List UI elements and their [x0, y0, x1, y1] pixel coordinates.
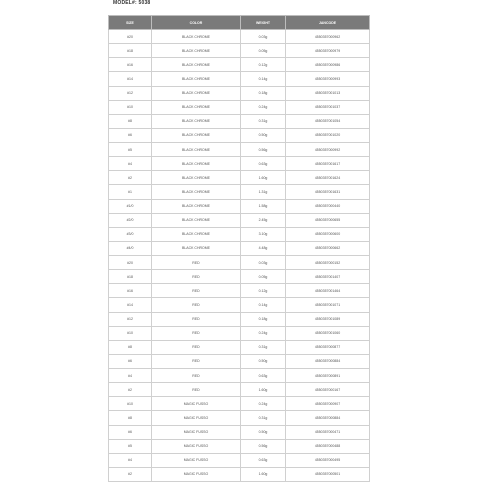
cell-color: RED: [152, 256, 241, 270]
cell-weight: 3.10g: [241, 227, 286, 241]
cell-color: RED: [152, 383, 241, 397]
table-row: [109, 298, 370, 312]
cell-weight: 0.31g: [241, 340, 286, 354]
cell-color: RED: [152, 270, 241, 284]
cell-weight: 0.50g: [241, 425, 286, 439]
table-row: [109, 185, 370, 199]
cell-weight: 0.12g: [241, 58, 286, 72]
cell-color: MAGIC FUSSO: [152, 397, 241, 411]
cell-size: #2/0: [109, 213, 152, 227]
cell-color: BLACK CHROME: [152, 157, 241, 171]
cell-color: MAGIC FUSSO: [152, 425, 241, 439]
spec-table: [108, 15, 370, 482]
cell-color: BLACK CHROME: [152, 114, 241, 128]
cell-weight: 2.45g: [241, 213, 286, 227]
header-jancode: JANCODE: [286, 16, 370, 30]
cell-jancode: 4550357001071: [286, 298, 370, 312]
table-row: [109, 213, 370, 227]
cell-size: #2: [109, 171, 152, 185]
cell-color: RED: [152, 312, 241, 326]
cell-size: #5: [109, 439, 152, 453]
cell-color: BLACK CHROME: [152, 185, 241, 199]
cell-size: #2: [109, 467, 152, 481]
cell-size: #20: [109, 256, 152, 270]
table-row: [109, 86, 370, 100]
cell-size: #1: [109, 185, 152, 199]
cell-size: #8: [109, 114, 152, 128]
cell-weight: 0.18g: [241, 86, 286, 100]
cell-size: #10: [109, 100, 152, 114]
cell-jancode: 4550357000877: [286, 340, 370, 354]
cell-color: BLACK CHROME: [152, 72, 241, 86]
cell-color: BLACK CHROME: [152, 227, 241, 241]
cell-jancode: 4550357000993: [286, 72, 370, 86]
cell-size: #10: [109, 326, 152, 340]
cell-weight: 0.63g: [241, 453, 286, 467]
cell-jancode: 4550357000655: [286, 213, 370, 227]
cell-weight: 0.24g: [241, 397, 286, 411]
cell-size: #4: [109, 157, 152, 171]
cell-size: #8: [109, 411, 152, 425]
cell-size: #8: [109, 340, 152, 354]
cell-size: #10: [109, 397, 152, 411]
cell-size: #4: [109, 453, 152, 467]
table-row: [109, 58, 370, 72]
cell-jancode: 4550357000495: [286, 453, 370, 467]
cell-size: #14: [109, 298, 152, 312]
cell-color: RED: [152, 369, 241, 383]
cell-size: #6: [109, 425, 152, 439]
cell-jancode: 4550357000488: [286, 439, 370, 453]
table-row: [109, 227, 370, 241]
cell-weight: 0.14g: [241, 72, 286, 86]
cell-color: BLACK CHROME: [152, 241, 241, 255]
cell-size: #4/0: [109, 241, 152, 255]
cell-size: #18: [109, 270, 152, 284]
cell-size: #16: [109, 284, 152, 298]
cell-jancode: 4550357000962: [286, 30, 370, 44]
cell-jancode: 4550357001617: [286, 157, 370, 171]
table-row: [109, 44, 370, 58]
table-row: [109, 453, 370, 467]
table-row: [109, 199, 370, 213]
cell-jancode: 4550357000884: [286, 354, 370, 368]
cell-jancode: 4550357001020: [286, 128, 370, 142]
cell-jancode: 4550357001013: [286, 86, 370, 100]
table-row: [109, 326, 370, 340]
cell-color: BLACK CHROME: [152, 128, 241, 142]
cell-weight: 0.63g: [241, 157, 286, 171]
cell-weight: 0.56g: [241, 439, 286, 453]
cell-size: #20: [109, 30, 152, 44]
cell-color: RED: [152, 284, 241, 298]
cell-weight: 0.56g: [241, 143, 286, 157]
cell-jancode: 4550357000884: [286, 411, 370, 425]
cell-weight: 1.58g: [241, 199, 286, 213]
table-row: [109, 171, 370, 185]
cell-jancode: 4550357001089: [286, 312, 370, 326]
cell-size: #6: [109, 128, 152, 142]
cell-color: BLACK CHROME: [152, 30, 241, 44]
model-number-label: MODEL#: 5038: [113, 0, 151, 6]
table-row: [109, 143, 370, 157]
cell-weight: 0.05g: [241, 44, 286, 58]
cell-weight: 1.60g: [241, 467, 286, 481]
cell-size: #12: [109, 86, 152, 100]
cell-jancode: 4550357000992: [286, 143, 370, 157]
cell-size: #2: [109, 383, 152, 397]
cell-weight: 0.05g: [241, 270, 286, 284]
cell-jancode: 4550357000600: [286, 227, 370, 241]
table-row: [109, 369, 370, 383]
table-row: [109, 114, 370, 128]
cell-jancode: 4550357001054: [286, 114, 370, 128]
cell-color: MAGIC FUSSO: [152, 411, 241, 425]
cell-color: RED: [152, 354, 241, 368]
table-row: [109, 100, 370, 114]
header-weight: WEIGHT: [241, 16, 286, 30]
cell-weight: 1.31g: [241, 185, 286, 199]
cell-size: #4: [109, 369, 152, 383]
cell-jancode: 4550357001464: [286, 284, 370, 298]
cell-jancode: 4550357001037: [286, 100, 370, 114]
cell-color: RED: [152, 326, 241, 340]
cell-jancode: 4550357001407: [286, 270, 370, 284]
header-color: COLOR: [152, 16, 241, 30]
cell-color: RED: [152, 298, 241, 312]
cell-weight: 0.14g: [241, 298, 286, 312]
table-row: [109, 241, 370, 255]
cell-color: BLACK CHROME: [152, 86, 241, 100]
cell-color: MAGIC FUSSO: [152, 467, 241, 481]
cell-size: #14: [109, 72, 152, 86]
cell-color: MAGIC FUSSO: [152, 439, 241, 453]
cell-weight: 0.03g: [241, 256, 286, 270]
cell-color: MAGIC FUSSO: [152, 453, 241, 467]
table-row: [109, 425, 370, 439]
cell-jancode: 4550357000891: [286, 369, 370, 383]
cell-weight: 0.18g: [241, 312, 286, 326]
cell-weight: 0.31g: [241, 411, 286, 425]
cell-weight: 0.24g: [241, 326, 286, 340]
table-row: [109, 467, 370, 481]
cell-weight: 0.31g: [241, 114, 286, 128]
cell-jancode: 4550357001631: [286, 185, 370, 199]
cell-size: #16: [109, 58, 152, 72]
cell-jancode: 4550357000662: [286, 241, 370, 255]
cell-jancode: 4550357000907: [286, 397, 370, 411]
table-row: [109, 30, 370, 44]
cell-size: #18: [109, 44, 152, 58]
table-row: [109, 439, 370, 453]
table-row: [109, 411, 370, 425]
cell-jancode: 4550357000979: [286, 44, 370, 58]
table-header-row: [109, 16, 370, 30]
cell-weight: 0.50g: [241, 128, 286, 142]
table-body: [109, 30, 370, 482]
cell-color: BLACK CHROME: [152, 100, 241, 114]
cell-jancode: 4550357000440: [286, 199, 370, 213]
cell-color: BLACK CHROME: [152, 199, 241, 213]
cell-jancode: 4550357000152: [286, 256, 370, 270]
cell-size: #5: [109, 143, 152, 157]
cell-jancode: 4550357000167: [286, 383, 370, 397]
table-row: [109, 270, 370, 284]
table-row: [109, 312, 370, 326]
table-row: [109, 157, 370, 171]
cell-color: BLACK CHROME: [152, 143, 241, 157]
cell-color: BLACK CHROME: [152, 44, 241, 58]
cell-weight: 4.48g: [241, 241, 286, 255]
cell-color: BLACK CHROME: [152, 58, 241, 72]
cell-size: #3/0: [109, 227, 152, 241]
table-row: [109, 354, 370, 368]
table-row: [109, 284, 370, 298]
table-row: [109, 340, 370, 354]
table-row: [109, 72, 370, 86]
cell-size: #12: [109, 312, 152, 326]
cell-color: BLACK CHROME: [152, 213, 241, 227]
cell-color: RED: [152, 340, 241, 354]
header-size: SIZE: [109, 16, 152, 30]
cell-jancode: 4550357000986: [286, 58, 370, 72]
table-row: [109, 397, 370, 411]
cell-weight: 0.03g: [241, 30, 286, 44]
cell-weight: 0.50g: [241, 354, 286, 368]
cell-weight: 1.60g: [241, 383, 286, 397]
cell-size: #1/0: [109, 199, 152, 213]
cell-jancode: 4550357001624: [286, 171, 370, 185]
cell-weight: 1.60g: [241, 171, 286, 185]
cell-jancode: 4550357001060: [286, 326, 370, 340]
cell-jancode: 4550357000501: [286, 467, 370, 481]
table-row: [109, 128, 370, 142]
cell-weight: 0.12g: [241, 284, 286, 298]
cell-size: #6: [109, 354, 152, 368]
cell-jancode: 4550357000471: [286, 425, 370, 439]
cell-weight: 0.24g: [241, 100, 286, 114]
table-row: [109, 256, 370, 270]
cell-color: BLACK CHROME: [152, 171, 241, 185]
cell-weight: 0.63g: [241, 369, 286, 383]
table-row: [109, 383, 370, 397]
